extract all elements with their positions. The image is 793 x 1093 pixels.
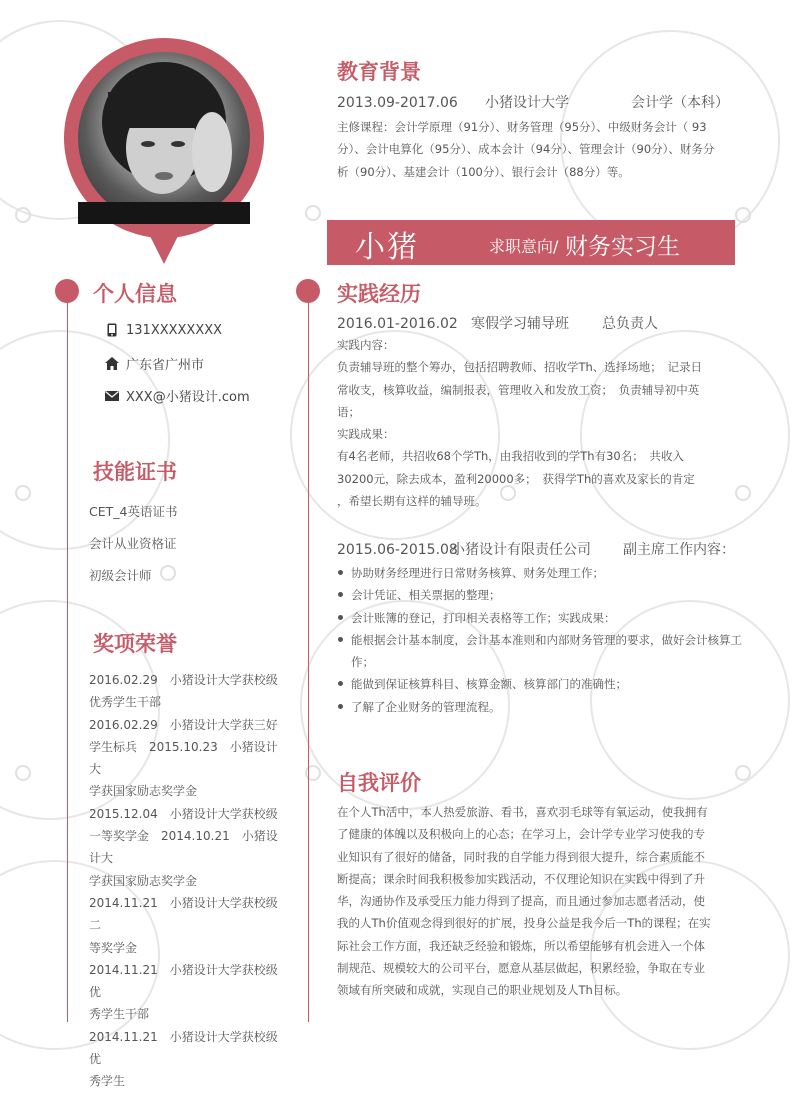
job2-period: 2015.06-2015.08 [337,542,458,558]
education-courses [337,116,742,183]
education-period: 2013.09-2017.06 [337,95,458,111]
job2-bullet: 会计凭证、相关票据的整理； [337,584,747,606]
award-line: 一等奖学金 2014.10.21 小猪设计大 [89,829,278,866]
job1-details [337,334,742,512]
award-line: 优秀学生干部 [89,695,162,710]
mail-icon [104,388,120,404]
job1-line: 负责辅导班的整个筹办，包括招聘教师、招收学Th、选择场地； 记录日 [337,360,703,375]
education-major: 会计学（本科） [631,95,729,111]
job2-bullet: 能做到保证核算科目、核算金额、核算部门的准确性； [337,673,747,695]
skills-title: 技能证书 [93,460,177,484]
job1-line: ，希望长期有这样的辅导班。 [337,494,487,509]
self-eval-line: 业知识有了很好的储备，同时我的自学能力得到很大提升，综合素质能不 [337,849,705,864]
self-eval-title: 自我评价 [337,771,421,795]
award-line: 2014.11.21 小猪设计大学获校级优 [89,962,278,1000]
award-line: 2014.11.21 小猪设计大学获校级优 [89,1029,278,1067]
watermark-dot [735,765,751,781]
award-line: 2014.11.21 小猪设计大学获校级二 [89,895,278,933]
phone-icon [104,322,120,338]
job1-role: 总负责人 [602,316,658,332]
self-eval-line: 领域有所突破和成就，实现自己的职业规划及人Th目标。 [337,983,628,998]
job1-line: 语； [337,404,360,419]
job-intent: 财务实习生 [565,234,680,260]
left-timeline-line [67,288,68,1022]
award-line: 学生标兵 2015.10.23 小猪设计大 [89,739,278,777]
watermark-dot [735,207,751,223]
job-intent-label: 求职意向/ [489,237,559,256]
watermark-dot [305,205,321,221]
phone-row [104,322,222,338]
name-banner [327,220,735,265]
job1-line: 实践内容： [337,338,395,352]
email-row [104,386,250,405]
job1-org: 寒假学习辅导班 [471,316,569,332]
award-line: 学获国家励志奖学金 [89,873,198,888]
education-header [337,92,729,112]
job1-line: 30200元，除去成本，盈利20000多； 获得学Th的喜欢及家长的肯定 [337,471,695,486]
job2-org: 小猪设计有限责任公司 [451,542,591,558]
self-eval-line: 断提高；课余时间我积极参加实践活动，不仅理论知识在实践中得到了升 [337,871,705,886]
job2-header [337,539,735,559]
job2-bullet: 能根据会计基本制度，会计基本准则和内部财务管理的要求，做好会计核算工作； [337,629,747,674]
address: 广东省广州市 [126,358,205,373]
self-eval-line: 了健康的体魄以及积极向上的心态；在学习上，会计学专业学习使我的专 [337,827,705,842]
avatar [64,38,264,264]
education-title: 教育背景 [337,60,421,84]
award-line: 2016.02.29 小猪设计大学获校级 [89,673,278,687]
award-line: 秀学生 [89,1074,126,1089]
job1-header [337,313,658,333]
watermark-dot [160,565,176,581]
watermark-dot [15,765,31,781]
personal-info-title: 个人信息 [93,282,177,306]
self-eval-line: 我的人Th价值观念得到很好的扩展，投身公益是我今后一Th的课程；在实 [337,916,711,931]
practice-title: 实践经历 [337,282,421,306]
watermark-dot [15,485,31,501]
job2-bullets [337,562,747,718]
right-timeline-line [308,288,309,1022]
award-line: 学获国家励志奖学金 [89,784,198,799]
job2-bullet: 会计账簿的登记，打印相关表格等工作；实践成果： [337,607,747,629]
job1-period: 2016.01-2016.02 [337,316,458,332]
award-line: 等奖学金 [89,940,138,955]
self-eval-line: 在个人Th活中，本人热爱旅游、看书，喜欢羽毛球等有氧运动，使我拥有 [337,805,708,819]
job1-line: 常收支，核算收益，编制报表，管理收入和发放工资； 负责辅导初中英 [337,382,700,397]
address-row [104,354,204,373]
phone-number: 131XXXXXXXX [126,322,223,338]
education-school: 小猪设计大学 [485,95,569,111]
profile-photo [78,52,250,224]
self-eval-line: 制规范、规模较大的公司平台，愿意从基层做起，积累经验，争取在专业 [337,961,705,976]
personal-info-marker [55,279,79,303]
award-line: 秀学生干部 [89,1007,150,1022]
portrait-illustration [78,52,250,224]
job2-bullet: 协助财务经理进行日常财务核算、财务处理工作； [337,562,747,584]
email: XXX@小猪设计.com [126,390,250,405]
job2-bullet: 了解了企业财务的管理流程。 [337,696,747,718]
watermark-dot [15,207,31,223]
award-line: 2015.12.04 小猪设计大学获校级 [89,806,278,821]
practice-marker [296,279,320,303]
education-line: 析（90分）、基建会计（100分）、银行会计（88分）等。 [337,164,630,179]
self-eval-text [337,801,742,1002]
awards-list [89,669,289,1093]
self-eval-line: 华，沟通协作及承受压力能力得到了提高，而且通过参加志愿者活动，使 [337,894,705,909]
education-line: 主修课程：会计学原理（91分）、财务管理（95分）、中级财务会计（ 93 [337,120,707,134]
skill-item: CET_4英语证书 [89,504,178,519]
skill-item: 会计从业资格证 [89,536,177,551]
awards-title: 奖项荣誉 [93,632,177,656]
award-line: 2016.02.29 小猪设计大学获三好 [89,717,278,732]
job1-line: 有4名老师，共招收68个学Th，由我招收到的学Th有30名； 共收入 [337,449,684,464]
job2-role: 副主席工作内容： [623,542,735,558]
home-icon [104,356,120,372]
job1-line: 实践成果： [337,427,395,442]
self-eval-line: 际社会工作方面，我还缺乏经验和锻炼，所以希望能够有机会进入一个体 [337,938,705,953]
candidate-name: 小猪 [355,230,419,265]
skill-item: 初级会计师 [89,568,152,583]
education-line: 分）、会计电算化（95分）、成本会计（94分）、管理会计（90分）、财务分 [337,142,715,157]
